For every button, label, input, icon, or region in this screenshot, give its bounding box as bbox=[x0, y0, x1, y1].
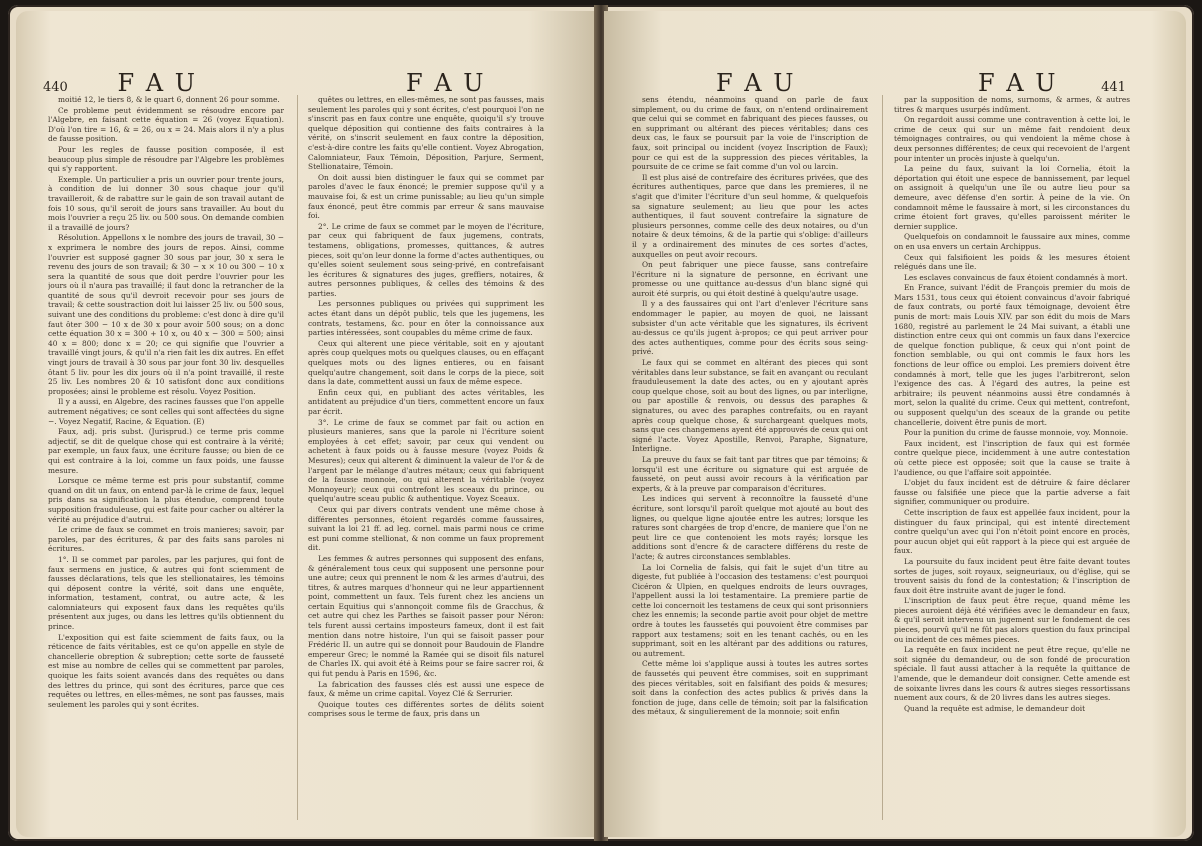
right-header-term-2: F A U bbox=[978, 69, 1058, 97]
paragraph: Faux incident, est l'inscription de faux qui est formée contre quelque piece, incidemment à une autre contestation où cette piece est opposée; soit que la cause se traite à l'audience, ou que l'affaire soit appointée. bbox=[894, 438, 1130, 477]
paragraph: Résolution. Appellons x le nombre des jours de travail, 30 − x exprimera le nombre des jours de repos. Ainsi, comme l'ouvrier est supposé gagner 30 sous par jour, 30 x sera le revenu des jours de son travail; & 30 − x × 10 ou 300 − 10 x sera la quantité de sous que doit perdre l'ouvrier pour les jours où il n'aura pas travaillé; il faut donc la retrancher de la quantité de sous qu'il devroit recevoir pour ses jours de travail; & cette soustraction doit lui laisser 25 liv. ou 500 sous, suivant une des conditions du probleme: c'est donc à dire qu'il faut ôter 300 − 10 x de 30 x pour avoir 500 sous; on a donc cette équation 30 x = 300 + 10 x, ou 40 x − 300 = 500; ainsi 40 x = 800; donc x = 20; ce qui signifie que l'ouvrier a travaillé vingt jours, & qu'il n'a rien fait les dix autres. En effet vingt jours de travail à 30 sous par jour font 30 liv. desquelles ôtant 5 liv. pour les dix jours où il n'a point travaillé, il reste 25 liv. Les nombres 20 & 10 satisfont donc aux conditions proposées; ainsi le probleme est résolu. Voyez Position. bbox=[48, 233, 284, 396]
left-column-1 bbox=[48, 95, 284, 825]
paragraph: Ceux qui falsifioient les poids & les mesures étoient relégués dans une île. bbox=[894, 252, 1130, 272]
paragraph: La requête en faux incident ne peut être reçue, qu'elle ne soit signée du demandeur, ou de son fondé de procuration spéciale. Il faut aussi attacher à la requête la quittance de l'amende, que le demandeur doit consigner. Cette amende est de soixante livres dans les cours & autres sieges ressortissans nuement aux cours, & de 20 livres dans les autres sieges. bbox=[894, 645, 1130, 703]
paragraph: La poursuite du faux incident peut être faite devant toutes sortes de juges, soit royaux, seigneuriaux, ou d'église, qui se trouvent saisis du fond de la contestation; & l'inscription de faux doit être instruite avant de juger le fond. bbox=[894, 556, 1130, 595]
paragraph: Les indices qui servent à reconnoître la fausseté d'une écriture, sont lorsqu'il paroît quelque mot ajouté au bout des lignes, ou quelque ligne ajoutée entre les autres; lorsque les ratures sont chargées de trop d'encre, de maniere que l'on ne peut lire ce que contenoient les mots rayés; lorsque les additions sont d'encre & de caractere différens du reste de l'acte; & autres circonstances semblables. bbox=[632, 494, 868, 561]
paragraph: Les esclaves convaincus de faux étoient condamnés à mort. bbox=[904, 272, 1128, 282]
paragraph: Les femmes & autres personnes qui supposent des enfans, & généralement tous ceux qui supposent une personne pour une autre; ceux qui prennent le nom & les armes d'autrui, des titres, & autres marques d'honneur qui ne leur appartiennent point, commettent un faux. Tels furent chez les anciens un certain Equitius qui s'annonçoit comme fils de Gracchus, & cet autre qui chez les Parthes se faisoit passer pour Néron: tels furent aussi certains imposteurs fameux, dont il est fait mention dans notre histoire, l'un qui se faisoit passer pour Frédéric II. un autre qui se donnoit pour Baudouin de Flandre empereur Grec; le nommé la Ramée qui se disoit fils naturel de Charles IX. qui avoit été à Reims pour se faire sacrer roi, & qui fut pendu à Paris en 1596, &c. bbox=[308, 553, 544, 679]
paragraph: L'inscription de faux peut être reçue, quand même les pieces auroient déjà été vérifiées avec le demandeur en faux, & qu'il seroit intervenu un jugement sur le fondement de ces pieces, pourvû qu'il ne fût pas alors question du faux principal ou incident de ces mêmes pieces. bbox=[894, 596, 1130, 644]
paragraph: On doit aussi bien distinguer le faux qui se commet par paroles d'avec le faux énoncé; le premier suppose qu'il y a mauvaise foi, & est un crime punissable; au lieu qu'un simple faux énoncé, peut être commis par erreur & sans mauvaise foi. bbox=[308, 172, 544, 221]
column-rule-right bbox=[882, 95, 883, 820]
paragraph: Il y a aussi, en Algebre, des racines fausses que l'on appelle autrement négatives; ce sont celles qui sont affectées du signe −. Voyez Negatif, Racine, & Equation. (E) bbox=[48, 397, 284, 426]
paragraph: En France, suivant l'édit de François premier du mois de Mars 1531, tous ceux qui étoient convaincus d'avoir fabriqué de faux contrats, ou porté faux témoignage, devoient être punis de mort: mais Louis XIV. par son édit du mois de Mars 1680, registré au parlement le 24 Mai suivant, a établi une distinction entre ceux qui ont commis un faux dans l'exercice de quelque fonction publique, & ceux qui n'ont point de fonction semblable, ou qui ont commis le faux hors les fonctions de leur office ou emploi. Les premiers doivent être condamnés à mort, telle que les juges l'arbitreront, selon l'exigence des cas. À l'égard des autres, la peine est arbitraire; ils peuvent néanmoins aussi être condamnés à mort, selon la qualité du crime. Ceux qui mettent, contrefont, ou supposent quelqu'un des sceaux de la grande ou petite chancellerie, doivent être punis de mort. bbox=[894, 283, 1130, 427]
paragraph: La fabrication des fausses clés est aussi une espece de faux, & même un crime capital. Voyez Clé & Serrurier. bbox=[308, 679, 544, 699]
paragraph: Lorsque ce même terme est pris pour substantif, comme quand on dit un faux, on entend par-là le crime de faux, lequel pris dans sa signification la plus étendue, comprend toute supposition frauduleuse, qui est faite pour cacher ou altérer la vérité au préjudice d'autrui. bbox=[48, 476, 284, 524]
paragraph: Cette inscription de faux est appellée faux incident, pour la distinguer du faux principal, qui est intenté directement contre quelqu'un avec qui l'on n'étoit point encore en procès, pour aucun objet qui eût rapport à la piece qui est arguée de faux. bbox=[894, 507, 1130, 556]
paragraph: Il est plus aisé de contrefaire des écritures privées, que des écritures authentiques, parce que dans les premieres, il ne s'agit que d'imiter l'écriture d'un seul homme, & quelquefois sa signature seulement; au lieu que pour les actes authentiques, il faut souvent contrefaire la signature de plusieurs personnes, comme celle des deux notaires, ou d'un notaire & deux témoins, & de la partie qui s'oblige: d'ailleurs il y a ordinairement des minutes de ces sortes d'actes, auxquelles on peut avoir recours. bbox=[632, 172, 868, 259]
paragraph: Quoique toutes ces différentes sortes de délits soient comprises sous le terme de faux, pris dans un bbox=[308, 699, 544, 719]
right-column-1 bbox=[632, 95, 868, 825]
right-page bbox=[604, 11, 1186, 837]
paragraph: Pour la punition du crime de fausse monnoie, voy. Monnoie. bbox=[904, 428, 1129, 438]
paragraph: Exemple. Un particulier a pris un ouvrier pour trente jours, à condition de lui donner 30 sous chaque jour qu'il travailleroit, & de rabattre sur le gain de son travail autant de fois 10 sous, qu'il seroit de jours sans travailler. Au bout du mois l'ouvrier a reçu 25 liv. ou 500 sous. On demande combien il a travaillé de jours? bbox=[48, 174, 284, 232]
left-column-2 bbox=[308, 95, 544, 825]
paragraph: 2°. Le crime de faux se commet par le moyen de l'écriture, par ceux qui fabriquent de faux jugemens, contrats, testamens, obligations, promesses, quittances, & autres pieces, soit qu'on leur donne la forme d'actes authentiques, ou qu'elles soient seulement sous seing-privé, en contrefaisant les écritures & signatures des juges, greffiers, notaires, & autres personnes publiques, & celles des témoins & des parties. bbox=[308, 221, 544, 298]
paragraph: Ceux qui par divers contrats vendent une même chose à différentes personnes, étoient regardés comme faussaires, suivant la loi 21 ff. ad leg. cornel. mais parmi nous ce crime est puni comme stellionat, & non comme un faux proprement dit. bbox=[308, 504, 544, 553]
page-number-left: 440 bbox=[43, 80, 68, 95]
paragraph: 1°. Il se commet par paroles, par les parjures, qui font de faux sermens en justice, & autres qui font sciemment de fausses déclarations, tels que les stellionataires, les témoins qui déposent contre la vérité, soit dans une enquête, information, testament, contrat, ou autre acte, & les calomniateurs qui exposent faux dans les requêtes qu'ils présentent aux juges, ou dans les lettres qu'ils obtiennent du prince. bbox=[48, 554, 284, 632]
paragraph: quêtes ou lettres, en elles-mêmes, ne sont pas fausses, mais seulement les paroles qui y sont écrites, c'est pourquoi l'on ne s'inscrit pas en faux contre une enquête, quoiqu'il s'y trouve quelque déposition qui contienne des faits contraires à la vérité, on s'inscrit seulement en faux contre la déposition, c'est-à-dire contre les faits qu'elle contient. Voyez Abrogation, Calomniateur, Faux Témoin, Déposition, Parjure, Serment, Stellionataire, Témoin. bbox=[308, 95, 544, 172]
paragraph: L'exposition qui est faite sciemment de faits faux, ou la réticence de faits véritables, est ce qu'on appelle en style de chancellerie obreption & subreption; cette sorte de fausseté est mise au nombre de celles qui se commettent par paroles, quoique les faits soient avancés dans des requêtes ou dans des lettres du prince, qui sont des écritures, parce que ces requêtes ou lettres, en elles-mêmes, ne sont pas fausses, mais seulement les paroles qui y sont écrites. bbox=[48, 632, 284, 709]
paragraph: Faux, adj. pris subst. (Jurisprud.) ce terme pris comme adjectif, se dit de quelque chose qui est contraire à la vérité; par exemple, un faux faux, une écriture fausse; ou bien de ce qui est contraire à la loi, comme un faux poids, une fausse mesure. bbox=[48, 427, 284, 475]
paragraph: Cette même loi s'applique aussi à toutes les autres sortes de faussetés qui peuvent être commises, soit en supprimant des pieces véritables, soit en falsifiant des poids & mesures; soit dans la confection des actes publics & privés dans la fonction de juge, dans celle de témoin; soit par la falsification des métaux, & singulierement de la monnoie; soit enfin bbox=[632, 659, 868, 717]
left-page bbox=[16, 11, 598, 837]
paragraph: La preuve du faux se fait tant par titres que par témoins; & lorsqu'il est une écriture ou signature qui est arguée de fausseté, on peut aussi avoir recours à la vérification par experts, & à la preuve par comparaison d'écritures. bbox=[632, 454, 868, 493]
book-spread bbox=[8, 5, 1194, 841]
right-header-term-1: F A U bbox=[716, 69, 796, 97]
paragraph: par la supposition de noms, surnoms, & armes, & autres titres & marques usurpés indûment. bbox=[894, 95, 1130, 114]
column-rule-left bbox=[297, 95, 298, 820]
paragraph: Pour les regles de fausse position composée, il est beaucoup plus simple de résoudre par l'Algebre les problèmes qui s'y rapportent. bbox=[48, 144, 284, 174]
paragraph: Enfin ceux qui, en publiant des actes véritables, les antidatent au préjudice d'un tiers, commettent encore un faux par écrit. bbox=[308, 387, 544, 416]
paragraph: Le crime de faux se commet en trois manieres; savoir, par paroles, par des écritures, & par des faits sans paroles ni écritures. bbox=[48, 525, 284, 554]
paragraph: La loi Cornelia de falsis, qui fait le sujet d'un titre au digeste, fut publiée à l'occasion des testamens: c'est pourquoi Cicéron & Ulpien, en quelques endroits de leurs ouvrages, l'appellent aussi la loi testamentaire. La premiere partie de cette loi concernoit les testamens de ceux qui sont prisonniers chez les ennemis; la seconde partie avoit pour objet de mettre ordre à toutes les faussetés qui pouvoient être commises par rapport aux testamens; soit en les tenant cachés, ou en les supprimant, soit en les altérant par des additions ou ratures, ou autrement. bbox=[632, 562, 868, 658]
paragraph: Ce probleme peut évidemment se résoudre encore par l'Algebre, en faisant cette équation = 26 (voyez Equation). D'où l'on tire = 16, & = 26, ou x = 24. Mais alors il n'y a plus de fausse position. bbox=[48, 105, 284, 144]
paragraph: sens étendu, néanmoins quand on parle de faux simplement, ou du crime de faux, on n'entend ordinairement que celui qui se commet en fabriquant des pieces fausses, ou en supprimant ou altérant des pieces véritables; dans ces deux cas, le faux se poursuit par la voie de l'inscription de faux, soit principal ou incident (voyez Inscription de Faux); pour ce qui est de la suppression des pieces véritables, la poursuite de ce crime se fait comme d'un vol ou larcin. bbox=[632, 95, 868, 172]
paragraph: Quelquefois on condamnoit le faussaire aux mines, comme on en usa envers un certain Archippus. bbox=[894, 232, 1130, 251]
paragraph: Il y a des faussaires qui ont l'art d'enlever l'écriture sans endommager le papier, au moyen de quoi, ne laissant subsister d'un acte véritable que les signatures, ils écrivent au-dessus ce qu'ils jugent à-propos; ce qui peut arriver pour des actes authentiques, comme pour des écrits sous seing-privé. bbox=[632, 299, 868, 357]
page-number-right: 441 bbox=[1101, 80, 1126, 95]
paragraph: moitié 12, le tiers 8, & le quart 6, donnent 26 pour somme. bbox=[58, 95, 280, 104]
paragraph: Quand la requête est admise, le demandeur doit bbox=[904, 703, 1086, 713]
paragraph: On peut fabriquer une piece fausse, sans contrefaire l'écriture ni la signature de personne, en écrivant une promesse ou une quittance au-dessus d'un blanc signé qui auroit été surpris, ou qui étoit destiné à quelqu'autre usage. bbox=[632, 260, 868, 298]
right-column-2 bbox=[894, 95, 1130, 825]
paragraph: Les personnes publiques ou privées qui suppriment les actes étant dans un dépôt public, tels que les jugemens, les contrats, testamens, &c. pour en ôter la connoissance aux parties intéressées, sont coupables du même crime de faux. bbox=[308, 299, 544, 338]
paragraph: 3°. Le crime de faux se commet par fait ou action en plusieurs manieres, sans que la parole ni l'écriture soient employées à cet effet; savoir, par ceux qui vendent ou achetent à faux poids ou à fausse mesure (voyez Poids & Mesures); ceux qui alterent & diminuent la valeur de l'or & de l'argent par le mélange d'autres métaux; ceux qui fabriquent de la fausse monnoie, ou qui alterent la véritable (voyez Monnoyeur); ceux qui contrefont les sceaux du prince, ou quelqu'autre sceau public & authentique. Voyez Sceaux. bbox=[308, 417, 544, 504]
paragraph: On regardoit aussi comme une contravention à cette loi, le crime de ceux qui sur un même fait rendoient deux témoignages contraires, ou qui vendoient la même chose à deux personnes différentes; de ceux qui recevoient de l'argent pour intenter un procès injuste à quelqu'un. bbox=[894, 115, 1130, 163]
left-header-term-1: F A U bbox=[117, 69, 197, 97]
left-header-term-2: F A U bbox=[406, 69, 486, 97]
paragraph: La peine du faux, suivant la loi Cornelia, étoit la déportation qui étoit une espece de bannissement, par lequel on assignoit à quelqu'un une île ou autre lieu pour sa demeure, avec défense d'en sortir. À peine de la vie. On condamnoit même le faussaire à mort, si les circonstances du crime étoient fort graves, qu'elles paroissent mériter le dernier supplice. bbox=[894, 164, 1130, 231]
paragraph: L'objet du faux incident est de détruire & faire déclarer fausse ou falsifiée une piece que la partie adverse a fait signifier, communiquer ou produire. bbox=[894, 478, 1130, 507]
paragraph: Ceux qui alterent une piece véritable, soit en y ajoutant après coup quelques mots ou quelques clauses, ou en effaçant quelques mots ou des lignes entieres, ou en faisant quelqu'autre changement, soit dans le corps de la piece, soit dans la date, commettent aussi un faux de même espece. bbox=[308, 338, 544, 387]
paragraph: Le faux qui se commet en altérant des pieces qui sont véritables dans leur substance, se fait en avançant ou reculant frauduleusement la date des actes, ou en y ajoutant après coup quelque chose, soit au bout des lignes, ou par interligne, ou par apostille & renvois, ou dessus des paraphes & signatures, ou avec des paraphes contrefaits, ou en rayant après coup quelque chose, & surchargeant quelques mots, sans que ces changemens ayent été approuvés de ceux qui ont signé l'acte. Voyez Apostille, Renvoi, Paraphe, Signature, Interligne. bbox=[632, 358, 868, 454]
